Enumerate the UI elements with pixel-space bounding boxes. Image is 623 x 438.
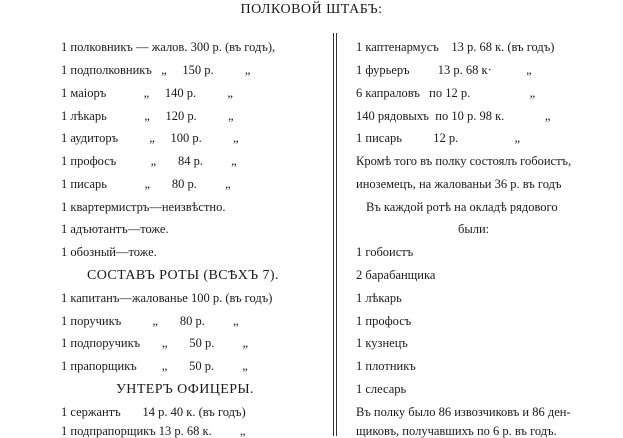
staff-line: 1 аудиторъ „ 100 р. „ [61,131,239,145]
page-title: ПОЛКОВОЙ ШТАБЪ: [240,2,383,17]
nco-line: 1 сержантъ 14 р. 40 к. (въ годъ) [61,405,246,419]
paragraph-line: были: [458,222,490,236]
nco-line: 1 подпрапорщикъ 13 р. 68 к. „ [61,424,246,438]
list-item: 1 слесарь [356,382,407,396]
staff-line: 1 писарь 12 р. „ [356,131,521,145]
staff-line: 1 каптенармусъ 13 р. 68 к. (въ годъ) [356,40,555,54]
paragraph-line: Въ каждой ротѣ на окладѣ рядового [366,200,558,214]
company-line: 1 капитанъ—жалованье 100 р. (въ годъ) [61,291,273,305]
paragraph-line: Кромѣ того въ полку состоялъ гобоистъ, [356,154,572,168]
staff-line: 1 профосъ „ 84 р. „ [61,154,237,168]
paragraph-line: иноземецъ, на жалованьи 36 р. въ годъ [356,177,562,191]
staff-line: 1 адъютантъ—тоже. [61,222,169,236]
staff-line: 6 капраловъ по 12 р. „ [356,86,536,100]
company-heading: СОСТАВЪ РОТЫ (ВСѢХЪ 7). [87,268,279,283]
column-divider [333,33,334,436]
company-line: 1 прапорщикъ „ 50 р. „ [61,359,248,373]
list-item: 1 профосъ [356,314,412,328]
staff-line: 1 писарь „ 80 р. „ [61,177,231,191]
column-divider [336,33,337,436]
list-item: 1 гобоистъ [356,245,414,259]
list-item: 1 лѣкарь [356,291,402,305]
list-item: 1 плотникъ [356,359,416,373]
staff-line: 1 лѣкарь „ 120 р. „ [61,109,234,123]
list-item: 2 барабанщика [356,268,436,282]
paragraph-line: Въ полку было 86 извозчиковъ и 86 ден- [356,405,571,419]
staff-line: 1 фурьеръ 13 р. 68 к· „ [356,63,532,77]
staff-line: 1 полковникъ — жалов. 300 р. (въ годъ), [61,40,276,54]
company-line: 1 поручикъ „ 80 р. „ [61,314,239,328]
nco-heading: УНТЕРЪ ОФИЦЕРЫ. [116,382,254,397]
staff-line: 140 рядовыхъ по 10 р. 98 к. „ [356,109,551,123]
staff-line: 1 подполковникъ „ 150 р. „ [61,63,251,77]
staff-line: 1 обозный—тоже. [61,245,157,259]
list-item: 1 кузнецъ [356,336,408,350]
staff-line: 1 квартермистръ—неизвѣстно. [61,200,226,214]
staff-line: 1 маіоръ „ 140 р. „ [61,86,233,100]
company-line: 1 подпоручикъ „ 50 р. „ [61,336,249,350]
paragraph-line: щиковъ, получавшихъ по 6 р. въ годъ. [356,424,557,438]
